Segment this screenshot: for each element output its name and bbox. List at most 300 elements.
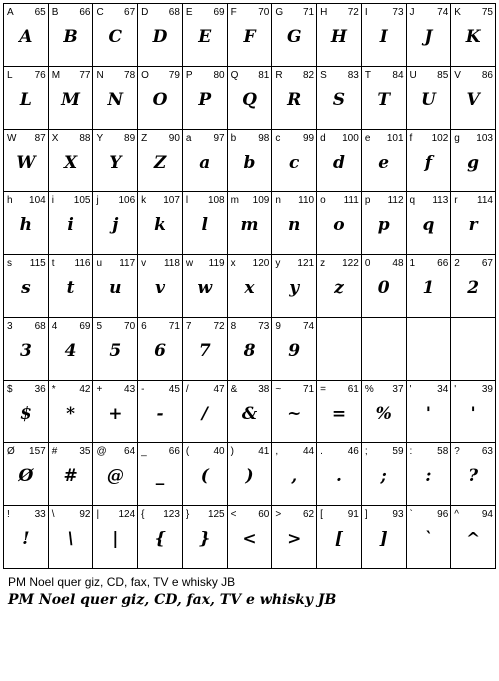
char-code: 89 — [124, 132, 136, 144]
char-cell — [272, 130, 317, 193]
char-name: n — [275, 195, 281, 207]
char-cell — [49, 318, 94, 381]
char-label — [410, 446, 449, 458]
char-label — [96, 195, 135, 207]
char-cell — [49, 443, 94, 506]
char-name: 5 — [96, 320, 103, 332]
sample-text-plain: PM Noel quer giz, CD, fax, TV e whisky JB — [8, 575, 236, 589]
char-label — [275, 258, 314, 270]
char-cell — [93, 67, 138, 130]
char-name: x — [230, 258, 236, 270]
char-glyph: Q — [242, 89, 257, 110]
char-name: / — [185, 383, 189, 395]
char-name: p — [364, 195, 371, 207]
char-label — [52, 384, 91, 396]
char-code: 62 — [302, 509, 315, 521]
char-label — [141, 384, 180, 396]
char-label — [454, 384, 493, 396]
char-code: 42 — [79, 383, 91, 395]
char-label — [365, 70, 404, 82]
char-label — [231, 321, 270, 333]
char-glyph: - — [156, 403, 164, 424]
char-glyph: V — [466, 89, 480, 110]
char-label — [231, 384, 270, 396]
char-cell — [4, 381, 49, 444]
char-name: > — [275, 509, 282, 521]
char-glyph: * — [66, 403, 76, 424]
char-name: & — [230, 383, 238, 395]
char-code: 100 — [342, 132, 359, 144]
char-code: 118 — [163, 258, 180, 270]
char-label — [410, 70, 449, 82]
char-label — [365, 446, 404, 458]
char-cell — [93, 130, 138, 193]
char-name: O — [141, 69, 149, 81]
char-label — [52, 7, 91, 19]
char-glyph: k — [154, 215, 166, 236]
char-label — [410, 195, 449, 207]
char-label — [7, 446, 46, 458]
char-label — [52, 133, 91, 145]
char-cell — [93, 443, 138, 506]
char-code: 108 — [207, 195, 225, 207]
char-cell — [4, 443, 49, 506]
char-glyph: | — [112, 529, 119, 550]
char-cell — [362, 67, 407, 130]
char-name: % — [364, 383, 374, 395]
char-glyph: : — [425, 466, 432, 487]
char-name: ` — [409, 509, 413, 521]
char-label — [454, 446, 493, 458]
char-label — [275, 7, 314, 19]
character-map-grid — [3, 3, 496, 569]
char-code: 67 — [124, 7, 136, 18]
char-name: T — [364, 69, 371, 81]
char-name: h — [7, 195, 13, 207]
char-cell — [49, 255, 94, 318]
char-cell — [138, 130, 183, 193]
char-name: ~ — [275, 383, 282, 395]
char-glyph: a — [199, 152, 211, 173]
char-cell — [272, 192, 317, 255]
char-name: U — [409, 69, 417, 81]
char-cell — [451, 381, 496, 444]
char-label — [141, 70, 180, 82]
char-cell — [451, 130, 496, 193]
char-code: 66 — [437, 258, 449, 270]
char-cell — [138, 506, 183, 569]
char-code: 124 — [118, 509, 136, 521]
char-label — [7, 509, 46, 521]
char-glyph: H — [330, 27, 347, 47]
char-glyph: # — [63, 466, 78, 487]
char-label — [7, 258, 46, 270]
char-name: 1 — [409, 258, 416, 270]
char-code: 119 — [208, 258, 225, 270]
char-cell — [317, 130, 362, 193]
char-name: M — [51, 69, 61, 81]
char-code: 71 — [302, 383, 315, 395]
char-glyph: + — [108, 403, 123, 424]
char-label — [96, 133, 135, 145]
char-label — [7, 7, 46, 19]
char-label — [275, 70, 314, 82]
char-label — [96, 70, 135, 82]
char-code: 37 — [392, 383, 404, 395]
char-label — [52, 509, 91, 521]
char-name: - — [141, 383, 145, 395]
char-label — [7, 195, 46, 207]
char-label — [365, 321, 404, 333]
char-label — [320, 509, 359, 521]
char-cell — [362, 255, 407, 318]
char-code: 71 — [302, 7, 315, 18]
char-glyph: { — [154, 529, 166, 550]
char-name: K — [454, 7, 461, 18]
char-label — [231, 195, 270, 207]
char-cell — [317, 381, 362, 444]
char-name: L — [7, 69, 13, 81]
char-code: 99 — [302, 132, 315, 144]
char-cell — [362, 506, 407, 569]
char-label — [365, 384, 404, 396]
char-cell — [93, 4, 138, 67]
char-glyph: y — [289, 278, 300, 299]
char-cell — [451, 67, 496, 130]
sample-text-script: PM Noel quer giz, CD, fax, TV e whisky JB — [8, 592, 337, 608]
char-label — [96, 509, 135, 521]
char-label — [454, 70, 493, 82]
char-cell — [228, 192, 273, 255]
char-label — [454, 133, 493, 145]
char-glyph: \ — [67, 529, 74, 550]
char-label — [320, 7, 359, 19]
char-code: 97 — [213, 132, 225, 144]
char-cell — [228, 67, 273, 130]
char-name: 4 — [51, 320, 58, 332]
char-glyph: v — [155, 278, 165, 299]
char-cell — [93, 192, 138, 255]
char-name: P — [185, 69, 193, 81]
char-glyph: 5 — [109, 340, 122, 361]
char-cell — [93, 381, 138, 444]
char-code: 48 — [392, 258, 404, 270]
char-label — [275, 446, 314, 458]
char-cell — [4, 67, 49, 130]
char-label — [275, 133, 314, 145]
char-code: 90 — [168, 132, 180, 144]
char-cell — [183, 67, 228, 130]
char-code: 69 — [79, 320, 91, 332]
char-glyph: l — [201, 215, 208, 236]
char-name: w — [185, 258, 194, 270]
char-name: B — [51, 7, 59, 18]
char-cell — [272, 443, 317, 506]
char-cell — [138, 255, 183, 318]
char-name: ; — [364, 446, 368, 458]
char-cell — [183, 318, 228, 381]
char-glyph: 3 — [19, 340, 32, 361]
char-label — [186, 446, 225, 458]
char-label — [141, 258, 180, 270]
char-code: 116 — [74, 258, 91, 270]
char-label — [231, 7, 270, 19]
char-glyph: ^ — [466, 529, 481, 550]
char-label — [96, 7, 135, 19]
char-code: 86 — [481, 69, 493, 81]
char-code: 121 — [297, 258, 315, 270]
char-name: b — [230, 132, 237, 144]
char-code: 39 — [481, 383, 493, 395]
char-glyph: ~ — [287, 403, 302, 424]
char-code: 81 — [258, 69, 270, 81]
char-code: 96 — [437, 509, 449, 521]
char-cell — [407, 318, 452, 381]
char-label — [231, 509, 270, 521]
char-code: 122 — [342, 258, 359, 270]
char-name: E — [185, 7, 193, 18]
char-code: 58 — [437, 446, 449, 458]
char-code: 33 — [34, 509, 46, 521]
char-label — [275, 384, 314, 396]
char-name: | — [96, 509, 100, 521]
char-glyph: } — [199, 529, 211, 550]
char-code: 59 — [392, 446, 404, 458]
char-name: ' — [454, 383, 457, 395]
char-label — [410, 321, 449, 333]
char-code: 113 — [432, 195, 449, 207]
char-cell — [362, 130, 407, 193]
char-glyph: I — [379, 27, 388, 47]
char-code: 46 — [347, 446, 359, 458]
char-label — [365, 195, 404, 207]
char-code: 80 — [213, 69, 225, 81]
char-name: Ø — [7, 446, 15, 458]
char-name: c — [275, 132, 281, 144]
char-code: 70 — [258, 7, 270, 18]
char-code: 79 — [168, 69, 180, 81]
char-name: G — [275, 7, 284, 18]
char-cell — [4, 130, 49, 193]
char-glyph: Y — [109, 152, 122, 173]
char-cell — [407, 192, 452, 255]
char-label — [186, 384, 225, 396]
char-glyph: ' — [470, 403, 476, 424]
char-name: # — [51, 446, 58, 458]
char-code: 76 — [34, 69, 46, 81]
char-code: 109 — [252, 195, 270, 207]
char-code: 105 — [73, 195, 91, 207]
char-glyph: w — [197, 278, 213, 299]
char-name: s — [7, 258, 12, 270]
char-label — [141, 321, 180, 333]
char-code: 92 — [79, 509, 91, 521]
char-label — [7, 70, 46, 82]
char-cell — [317, 67, 362, 130]
char-glyph: = — [331, 403, 347, 424]
char-glyph: c — [289, 152, 300, 173]
char-name: \ — [51, 509, 55, 521]
char-cell — [407, 443, 452, 506]
char-label — [231, 258, 270, 270]
char-code: 36 — [34, 383, 46, 395]
char-label — [275, 509, 314, 521]
char-cell — [272, 67, 317, 130]
char-name: 0 — [364, 258, 371, 270]
char-name: = — [320, 383, 326, 395]
char-label — [410, 509, 449, 521]
char-name: z — [320, 258, 326, 270]
char-cell — [451, 4, 496, 67]
char-cell — [228, 443, 273, 506]
char-cell — [228, 318, 273, 381]
char-name: F — [230, 7, 237, 18]
char-glyph: % — [375, 403, 392, 424]
char-glyph: z — [334, 278, 344, 299]
char-label — [454, 509, 493, 521]
char-code: 125 — [207, 509, 225, 521]
char-cell — [49, 192, 94, 255]
char-label — [365, 258, 404, 270]
char-code: 45 — [168, 383, 180, 395]
char-glyph: 6 — [154, 340, 166, 361]
char-code: 74 — [437, 7, 449, 18]
char-cell — [407, 130, 452, 193]
char-label — [365, 7, 404, 19]
char-label — [186, 509, 225, 521]
char-code: 73 — [392, 7, 404, 18]
char-cell — [228, 4, 273, 67]
char-cell — [407, 67, 452, 130]
char-name: R — [275, 69, 283, 81]
char-name: k — [141, 195, 147, 207]
char-name: ^ — [454, 509, 459, 521]
char-label — [186, 321, 225, 333]
char-name: : — [409, 446, 413, 458]
char-cell — [317, 4, 362, 67]
char-name: C — [96, 7, 104, 18]
char-code: 111 — [343, 195, 359, 207]
char-cell — [272, 4, 317, 67]
char-glyph: F — [243, 27, 256, 47]
char-name: t — [51, 258, 55, 270]
char-cell — [183, 255, 228, 318]
char-glyph: 1 — [422, 278, 435, 299]
char-name: _ — [141, 446, 147, 458]
char-glyph: t — [66, 278, 75, 299]
char-code: 102 — [431, 132, 449, 144]
char-code: 98 — [258, 132, 270, 144]
char-glyph: W — [16, 152, 36, 173]
char-cell — [49, 381, 94, 444]
char-code: 70 — [124, 320, 136, 332]
char-name: . — [320, 446, 323, 458]
char-label — [231, 70, 270, 82]
char-code: 103 — [476, 132, 493, 144]
char-name: r — [454, 195, 458, 207]
char-label — [52, 446, 91, 458]
char-label — [410, 258, 449, 270]
char-glyph: G — [286, 27, 302, 47]
char-code: 93 — [392, 509, 404, 521]
char-label — [320, 195, 359, 207]
char-code: 101 — [386, 132, 404, 144]
char-label — [96, 446, 135, 458]
char-label — [320, 321, 359, 333]
char-code: 41 — [258, 446, 270, 458]
char-cell — [138, 318, 183, 381]
char-name: l — [185, 195, 189, 207]
char-cell — [272, 318, 317, 381]
char-name: a — [185, 132, 192, 144]
char-name: Q — [230, 69, 239, 81]
char-name: ? — [454, 446, 460, 458]
char-name: 2 — [454, 258, 460, 270]
char-label — [454, 258, 493, 270]
char-glyph: O — [152, 89, 168, 110]
char-cell — [4, 506, 49, 569]
char-label — [96, 321, 135, 333]
char-name: m — [230, 195, 239, 207]
char-code: 64 — [124, 446, 136, 458]
char-glyph: > — [287, 529, 302, 550]
char-code: 67 — [481, 258, 493, 270]
char-cell — [183, 381, 228, 444]
char-code: 91 — [347, 509, 359, 521]
char-cell — [49, 4, 94, 67]
char-glyph: D — [152, 27, 168, 47]
char-cell — [183, 130, 228, 193]
char-label — [410, 7, 449, 19]
char-cell — [451, 192, 496, 255]
char-glyph: C — [108, 27, 123, 47]
char-glyph: R — [287, 89, 302, 110]
char-glyph: e — [378, 152, 390, 173]
char-glyph: q — [422, 215, 435, 236]
char-name: { — [141, 509, 145, 521]
char-label — [231, 446, 270, 458]
char-code: 78 — [124, 69, 136, 81]
char-name: V — [454, 69, 461, 81]
char-glyph: o — [333, 215, 345, 236]
char-glyph: ) — [245, 466, 254, 487]
char-cell — [451, 318, 496, 381]
char-name: S — [320, 69, 327, 81]
char-name: ( — [185, 446, 190, 458]
char-cell — [4, 318, 49, 381]
char-glyph: E — [198, 27, 212, 47]
char-label — [141, 7, 180, 19]
char-cell — [362, 192, 407, 255]
char-label — [186, 70, 225, 82]
char-cell — [93, 506, 138, 569]
char-code: 87 — [34, 132, 46, 144]
char-code: 34 — [437, 383, 449, 395]
char-cell — [407, 4, 452, 67]
char-glyph: 9 — [288, 340, 301, 361]
char-name: e — [364, 132, 371, 144]
char-glyph: ! — [22, 529, 30, 550]
char-label — [52, 195, 91, 207]
char-cell — [228, 381, 273, 444]
char-code: 123 — [163, 509, 180, 521]
char-label — [7, 133, 46, 145]
char-code: 68 — [168, 7, 180, 18]
char-name: + — [96, 383, 103, 395]
char-label — [96, 258, 135, 270]
char-cell — [93, 255, 138, 318]
char-cell — [272, 506, 317, 569]
